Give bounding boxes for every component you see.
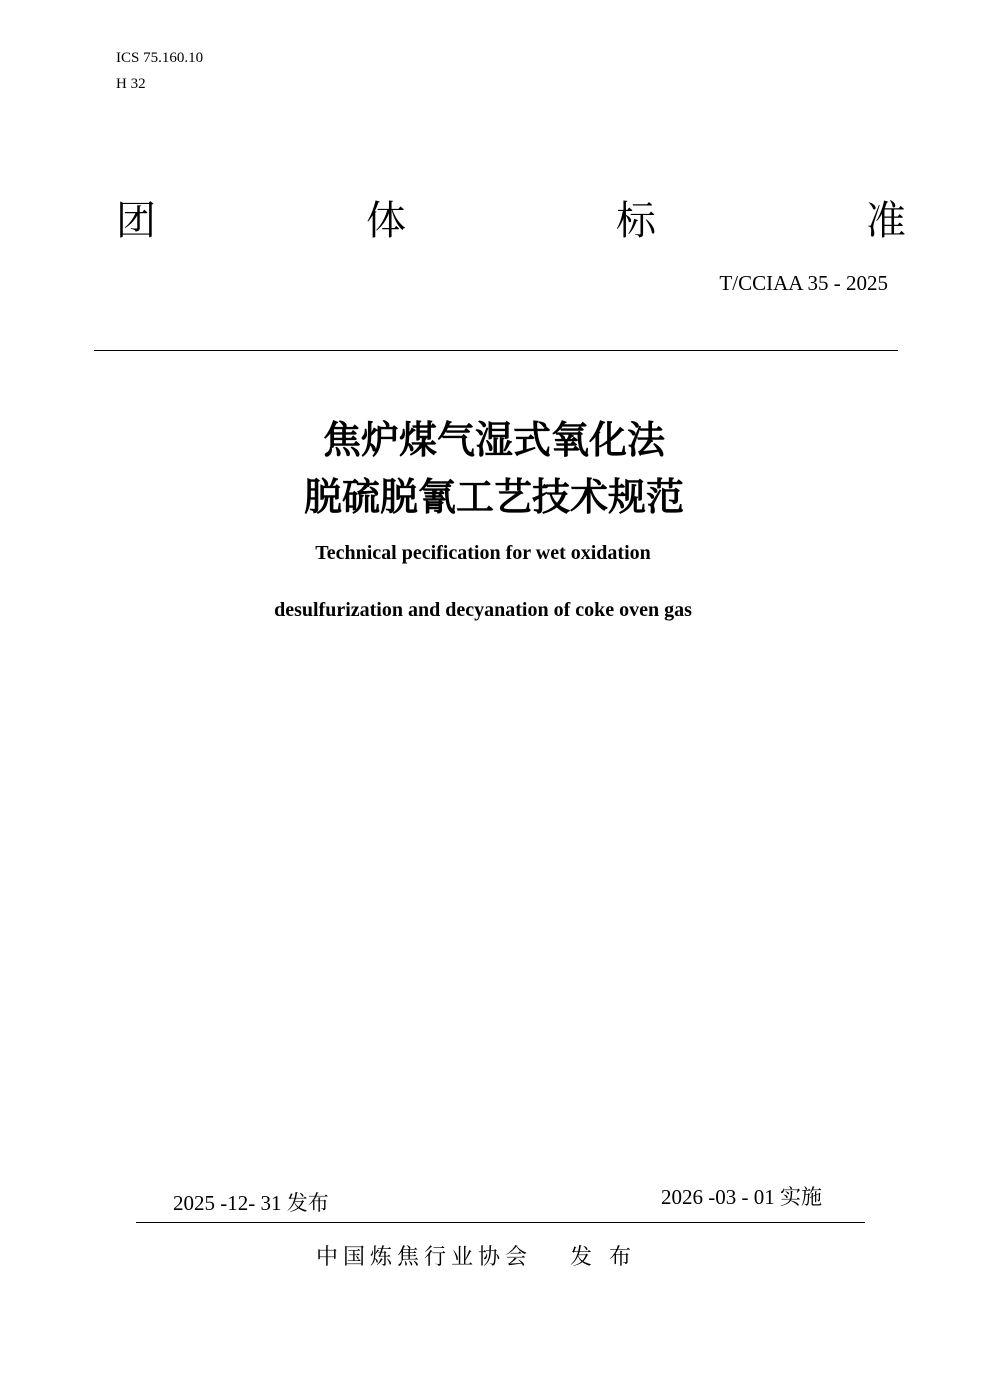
standard-type-char: 准: [866, 198, 906, 244]
standard-type-char: 团: [116, 198, 156, 244]
issue-date: 2025 -12- 31 发布: [173, 1191, 329, 1215]
standard-type-heading: [116, 196, 906, 246]
publisher-action: 发 布: [570, 1245, 637, 1270]
standard-number: T/CCIAA 35 - 2025: [719, 271, 888, 295]
publisher-line: [316, 1242, 636, 1274]
chinese-title-line-2: 脱硫脱氰工艺技术规范: [303, 475, 684, 519]
english-title-line-2: desulfurization and decyanation of coke oven gas: [274, 599, 692, 621]
publisher-organization: 中国炼焦行业协会: [316, 1245, 533, 1270]
chinese-title-line-1: 焦炉煤气湿式氧化法: [322, 418, 665, 462]
bottom-divider: [136, 1222, 865, 1223]
standard-type-char: 体: [366, 198, 406, 244]
standard-type-char: 标: [616, 198, 656, 244]
english-title-line-1: Technical pecification for wet oxidation: [315, 542, 651, 564]
implementation-date: 2026 -03 - 01 实施: [661, 1185, 822, 1209]
ccs-code: H 32: [116, 76, 146, 92]
ics-code: ICS 75.160.10: [116, 50, 204, 66]
top-divider: [94, 350, 898, 351]
